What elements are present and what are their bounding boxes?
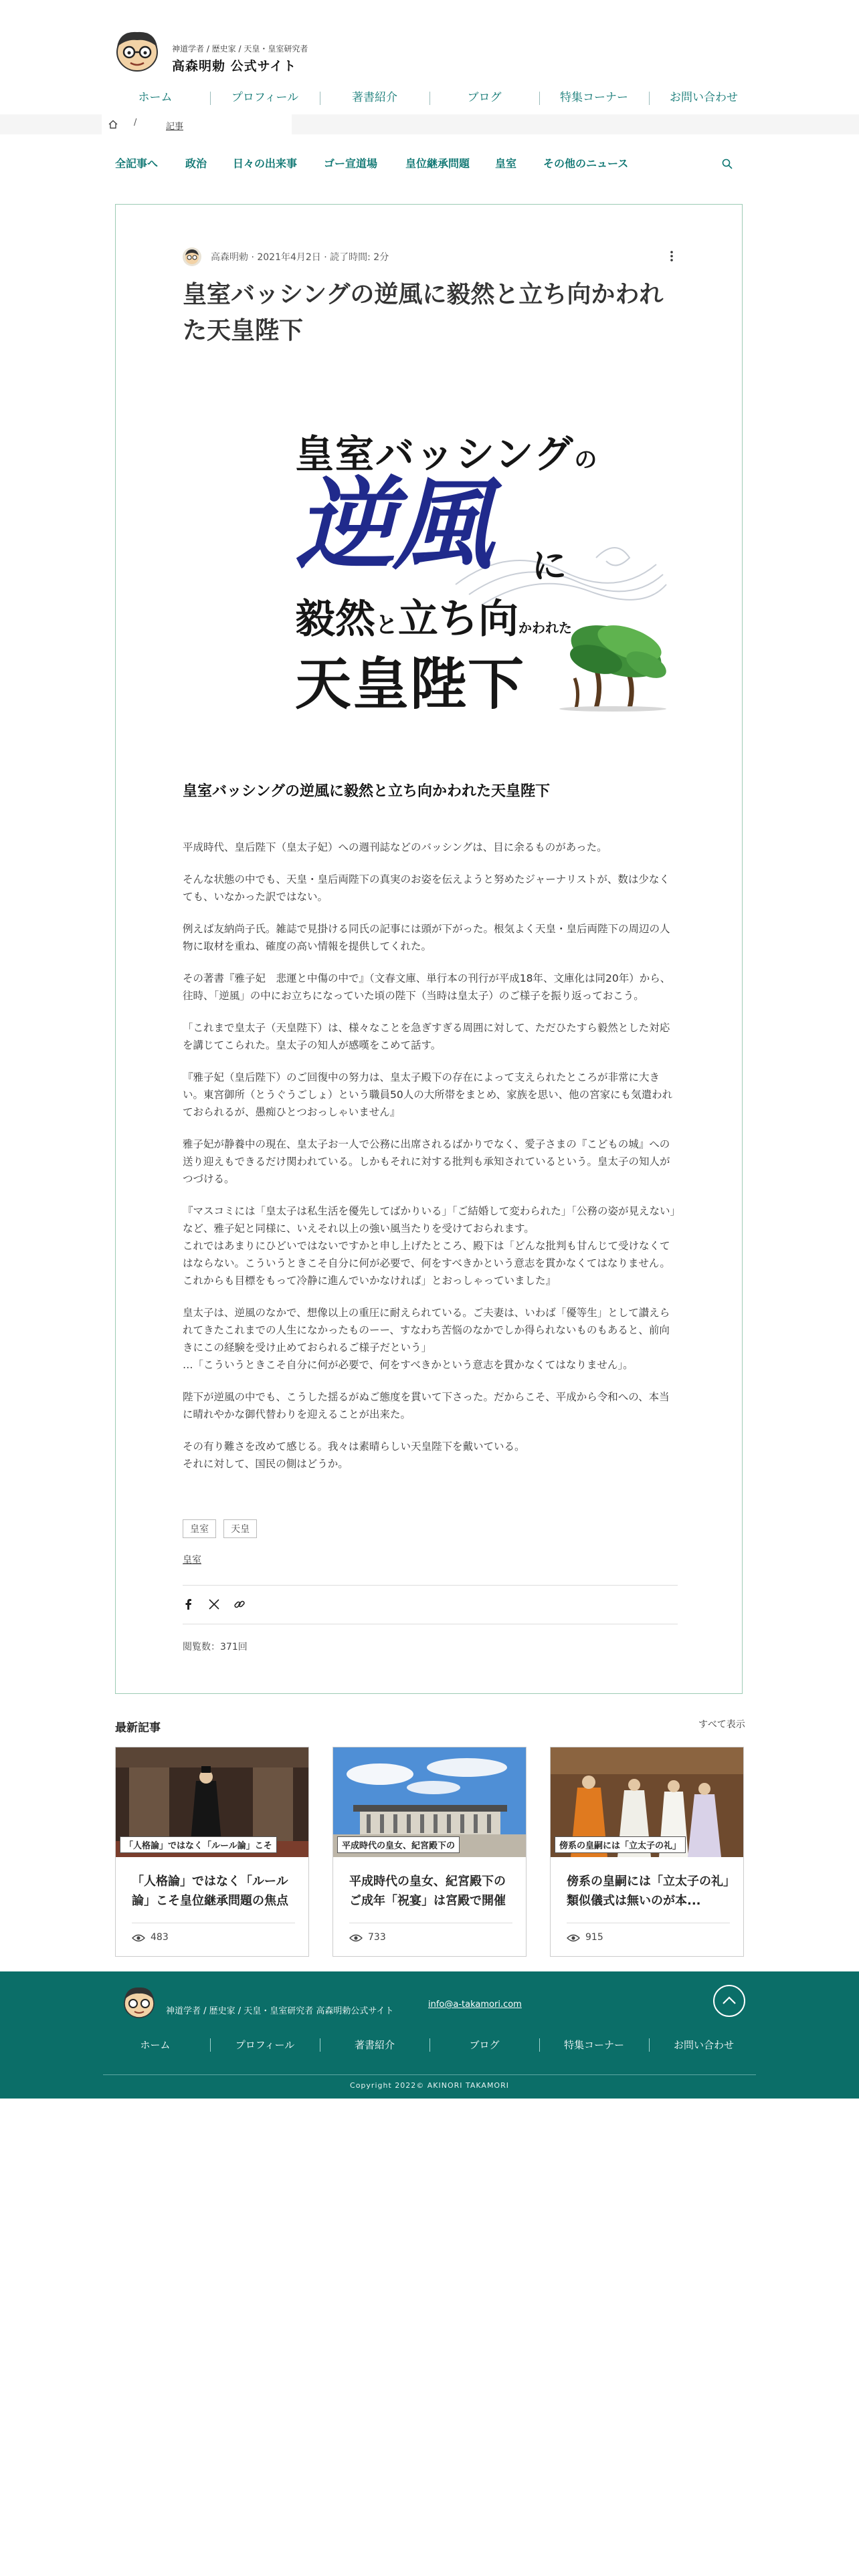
footer-email-link[interactable]: info@a-takamori.com (428, 2000, 522, 2010)
post-subheading: 皇室バッシングの逆風に毅然と立ち向かわれた天皇陛下 (183, 783, 551, 800)
post-paragraph: その有り難さを改めて感じる。我々は素晴らしい天皇陛下を戴いている。 それに対して、国民の側はどうか。 (183, 1440, 525, 1470)
post-paragraph: 雅子妃が静養中の現在、皇太子お一人で公務に出席されるばかりでなく、愛子さまの『こどもの城』への送り迎えもできるだけ関われている。しかもそれに対する批判も承知されているという。皇太子の知人がつづける。 (183, 1138, 670, 1185)
recent-post-views: 915 (585, 1932, 603, 1943)
recent-post-views: 733 (368, 1932, 386, 1943)
footer-subtitle: 神道学者 / 歴史家 / 天皇・皇室研究者 高森明勅公式サイト (166, 2006, 394, 2016)
home-icon[interactable] (108, 119, 118, 130)
hero-line-2: 逆風 (295, 466, 491, 584)
more-icon[interactable] (667, 247, 676, 265)
recent-post-caption: 傍系の皇嗣には「立太子の礼」 (555, 1836, 686, 1853)
post-meta: 高森明勅 · 2021年4月2日 · 読了時間: 2分 (211, 252, 389, 263)
category-other-news[interactable]: その他のニュース (543, 157, 629, 170)
post-paragraph: 『マスコミには「皇太子は私生活を優先してばかりいる」「ご結婚して変わられた」「公務の姿が見えない」など、雅子妃と同様に、いえそれ以上の強い風当たりを受けておられます。 これではあまりにひどいではないですかと申し上げたところ、殿下は「どんな批判も甘んじて受けなくてはならない。こういうときこそ自分に何が必要で、何をすべきかという意志を貫かなくてはなりません。これからも目標をもって冷静に進んでいかなければ」とおっしゃっていました』 (183, 1205, 676, 1287)
post-paragraph: 例えば友納尚子氏。雑誌で見掛ける同氏の記事には頭が下がった。根気よく天皇・皇后両陛下の周辺の人物に取材を重ね、確度の高い情報を提供してくれた。 (183, 923, 670, 952)
category-imperial-family[interactable]: 皇室 (495, 157, 517, 170)
post-paragraph: 平成時代、皇后陛下（皇太子妃）への週刊誌などのバッシングは、目に余るものがあった。 (183, 841, 607, 853)
footer-nav (100, 2036, 759, 2054)
back-to-top-button[interactable] (713, 1985, 745, 2017)
post-paragraph: 陛下が逆風の中でも、こうした揺るがぬご態度を貫いて下さった。だからこそ、平成から令和への、本当に晴れやかな御代替わりを迎えることが出来た。 (183, 1391, 670, 1420)
post-card (115, 204, 743, 1694)
back-to-top-icon (714, 1986, 744, 2016)
recent-post-title[interactable]: 平成時代の皇女、紀宮殿下のご成年「祝宴」は宮殿で開催 (349, 1874, 506, 1908)
site-subtitle: 神道学者 / 歴史家 / 天皇・皇室研究者 (172, 44, 308, 53)
main-nav (100, 87, 759, 108)
nav-profile[interactable]: プロフィール (210, 87, 320, 108)
footer-nav-home[interactable]: ホーム (140, 2039, 171, 2051)
post-title: 皇室バッシングの逆風に毅然と立ち向かわれた天皇陛下 (183, 281, 664, 344)
breadcrumb (0, 114, 859, 134)
hero-line-4: 天皇陛下 (295, 651, 526, 717)
site-title[interactable]: 高森明勅 公式サイト (172, 59, 297, 74)
nav-books[interactable]: 著書紹介 (320, 87, 430, 108)
link-icon[interactable] (233, 1598, 246, 1610)
hero-line-1: 皇室バッシングの (295, 431, 599, 477)
author-avatar[interactable] (183, 247, 201, 266)
nav-contact[interactable]: お問い合わせ (649, 87, 759, 108)
eye-icon (349, 1933, 363, 1943)
windblown-trees-illustration (556, 611, 670, 712)
category-succession[interactable]: 皇位継承問題 (405, 157, 470, 170)
site-header (0, 0, 859, 134)
tag-imperial-family[interactable]: 皇室 (183, 1519, 216, 1538)
x-icon[interactable] (208, 1598, 220, 1610)
footer-nav-contact[interactable]: お問い合わせ (649, 2036, 759, 2054)
breadcrumb-separator: / (134, 118, 137, 128)
eye-icon (132, 1933, 145, 1943)
tag-list (183, 1519, 261, 1538)
footer-logo[interactable] (119, 1983, 159, 2020)
post-paragraph: 「これまで皇太子（天皇陛下）は、様々なことを急ぎすぎる周囲に対して、ただひたすら毅然とした対応を講じてこられた。皇太子の知人が感嘆をこめて話す。 (183, 1022, 670, 1051)
divider (183, 1585, 678, 1586)
eye-icon (567, 1933, 580, 1943)
site-footer (0, 1971, 859, 2099)
recent-post-card[interactable] (550, 1747, 744, 1957)
recent-post-caption: 平成時代の皇女、紀宮殿下の (337, 1836, 460, 1853)
facebook-icon[interactable] (183, 1598, 195, 1610)
search-icon[interactable] (721, 158, 733, 170)
category-politics[interactable]: 政治 (185, 157, 207, 170)
hero-line-2-particle: に (532, 546, 567, 586)
recent-post-card[interactable] (115, 1747, 309, 1957)
site-logo[interactable] (110, 27, 164, 74)
recent-post-card[interactable] (332, 1747, 527, 1957)
recent-post-image (551, 1747, 743, 1857)
category-gosen-dojo[interactable]: ゴー宣道場 (324, 157, 378, 170)
recent-post-title[interactable]: 傍系の皇嗣には「立太子の礼」類似儀式は無いのが本... (567, 1874, 729, 1908)
breadcrumb-current[interactable]: 記事 (166, 122, 184, 132)
post-paragraph: そんな状態の中でも、天皇・皇后両陛下の真実のお姿を伝えようと努めたジャーナリストが、数は少なくても、いなかった訳ではない。 (183, 873, 670, 903)
nav-home[interactable]: ホーム (138, 91, 173, 104)
footer-nav-blog[interactable]: ブログ (430, 2036, 539, 2054)
tag-emperor[interactable]: 天皇 (223, 1519, 257, 1538)
category-daily[interactable]: 日々の出来事 (233, 157, 298, 170)
recent-post-caption: 「人格論」ではなく「ルール論」こそ (120, 1836, 277, 1853)
nav-blog[interactable]: ブログ (430, 87, 539, 108)
category-all[interactable]: 全記事へ (115, 157, 159, 170)
footer-nav-profile[interactable]: プロフィール (210, 2036, 320, 2054)
category-menu (115, 154, 744, 174)
hero-line-3: 毅然と立ち向かわれた (295, 596, 572, 643)
recent-post-image (333, 1747, 526, 1857)
footer-nav-features[interactable]: 特集コーナー (539, 2036, 649, 2054)
view-count: 閲覧数：371回 (183, 1642, 248, 1652)
hero-image (295, 404, 670, 717)
recent-post-views: 483 (151, 1932, 169, 1943)
post-paragraph: 『雅子妃（皇后陛下）のご回復中の努力は、皇太子殿下の存在によって支えられたところが非常に大きい。東宮御所（とうぐうごしょ）という職員50人の大所帯をまとめ、家族を思い、他の宮家にも気遣われておられるが、愚痴ひとつおっしゃいません』 (183, 1071, 673, 1118)
copyright: Copyright 2022© AKINORI TAKAMORI (350, 2081, 509, 2090)
recent-post-image (116, 1747, 308, 1857)
see-all-link[interactable]: すべて表示 (698, 1719, 745, 1730)
post-paragraph: 皇太子は、逆風のなかで、想像以上の重圧に耐えられている。ご夫妻は、いわば「優等生」として讃えられてきたこれまでの人生になかったものーー、すなわち苦悩のなかでしか得られないものもあると、前向きにこの経験を受け止めておられるご様子だという」 …「こういうときこそ自分に何が必要で、何をすべきかという意志を貫かなくてはなりません」。 (183, 1307, 670, 1371)
footer-nav-books[interactable]: 著書紹介 (320, 2036, 430, 2054)
nav-features[interactable]: 特集コーナー (539, 87, 649, 108)
recent-post-title[interactable]: 「人格論」ではなく「ルール論」こそ皇位継承問題の焦点 (132, 1874, 288, 1908)
recent-posts-heading: 最新記事 (115, 1721, 161, 1735)
post-category-link[interactable]: 皇室 (183, 1555, 201, 1566)
post-paragraph: その著書『雅子妃 悲運と中傷の中で』（文春文庫、単行本の刊行が平成18年、文庫化は同20年）から、往時、「逆風」の中にお立ちになっていた頃の陛下（当時は皇太子）のご様子を振り返っておこう。 (183, 972, 671, 1002)
post-body (183, 839, 678, 1487)
